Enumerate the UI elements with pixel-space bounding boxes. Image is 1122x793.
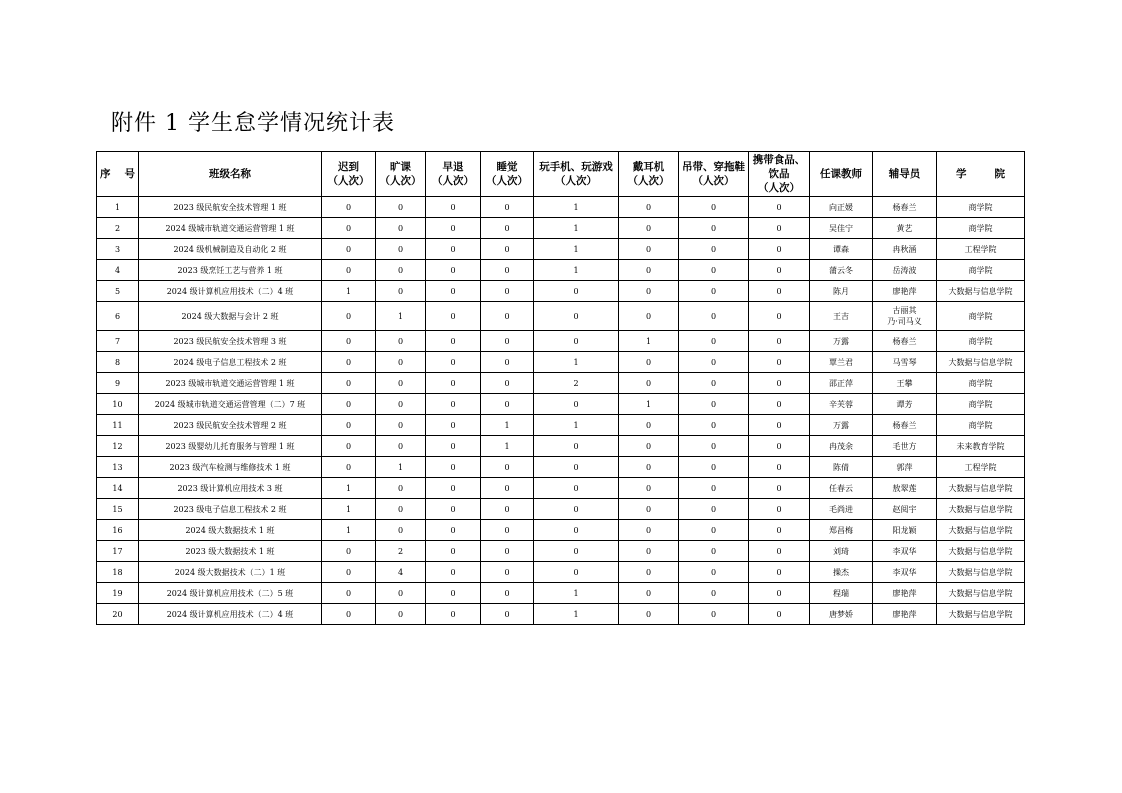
cell-college: 大数据与信息学院 [937, 352, 1025, 373]
page-title: 附件 1 学生怠学情况统计表 [111, 111, 395, 136]
cell-sleep: 1 [481, 415, 534, 436]
cell-late: 0 [322, 436, 376, 457]
cell-sleep: 0 [481, 604, 534, 625]
cell-college: 商学院 [937, 302, 1025, 331]
cell-early: 0 [426, 478, 481, 499]
cell-teacher: 陈倩 [810, 457, 873, 478]
cell-food: 0 [749, 373, 810, 394]
cell-early: 0 [426, 457, 481, 478]
cell-sleep: 0 [481, 541, 534, 562]
table-row [97, 373, 1025, 394]
table-row [97, 281, 1025, 302]
cell-sleep: 0 [481, 499, 534, 520]
cell-early: 0 [426, 302, 481, 331]
cell-phone: 0 [534, 541, 619, 562]
cell-teacher: 万露 [810, 415, 873, 436]
cell-earphone: 0 [619, 197, 679, 218]
cell-earphone: 0 [619, 562, 679, 583]
cell-phone: 0 [534, 281, 619, 302]
cell-class: 2024 级大数据技术（二）1 班 [139, 562, 322, 583]
cell-early: 0 [426, 260, 481, 281]
cell-sleep: 0 [481, 197, 534, 218]
cell-counselor: 毛世方 [873, 436, 937, 457]
cell-earphone: 0 [619, 281, 679, 302]
cell-food: 0 [749, 352, 810, 373]
cell-counselor: 赵阅宇 [873, 499, 937, 520]
cell-teacher: 辛芙蓉 [810, 394, 873, 415]
cell-phone: 1 [534, 239, 619, 260]
cell-class: 2023 级民航安全技术管理 1 班 [139, 197, 322, 218]
cell-food: 0 [749, 562, 810, 583]
cell-dress: 0 [679, 239, 749, 260]
cell-food: 0 [749, 415, 810, 436]
header-absent: 旷课 （人次） [376, 152, 426, 197]
cell-teacher: 覃兰君 [810, 352, 873, 373]
cell-teacher: 吴佳宁 [810, 218, 873, 239]
cell-seq: 2 [97, 218, 139, 239]
cell-sleep: 0 [481, 260, 534, 281]
cell-sleep: 0 [481, 373, 534, 394]
cell-absent: 0 [376, 604, 426, 625]
cell-absent: 0 [376, 415, 426, 436]
cell-seq: 8 [97, 352, 139, 373]
cell-food: 0 [749, 394, 810, 415]
cell-late: 0 [322, 394, 376, 415]
cell-absent: 1 [376, 457, 426, 478]
cell-food: 0 [749, 583, 810, 604]
cell-seq: 4 [97, 260, 139, 281]
table-row [97, 436, 1025, 457]
cell-seq: 9 [97, 373, 139, 394]
cell-counselor [873, 302, 937, 331]
cell-late: 0 [322, 218, 376, 239]
cell-absent: 0 [376, 436, 426, 457]
cell-food: 0 [749, 499, 810, 520]
cell-food: 0 [749, 331, 810, 352]
cell-late: 1 [322, 281, 376, 302]
cell-food: 0 [749, 239, 810, 260]
cell-counselor: 岳涛波 [873, 260, 937, 281]
header-seq: 序 号 [97, 152, 139, 197]
cell-late: 0 [322, 331, 376, 352]
cell-dress: 0 [679, 562, 749, 583]
cell-sleep: 0 [481, 457, 534, 478]
cell-late: 0 [322, 302, 376, 331]
cell-college: 商学院 [937, 260, 1025, 281]
cell-early: 0 [426, 218, 481, 239]
cell-phone: 1 [534, 415, 619, 436]
cell-teacher: 向正媛 [810, 197, 873, 218]
cell-phone: 0 [534, 520, 619, 541]
cell-phone: 1 [534, 218, 619, 239]
cell-seq: 1 [97, 197, 139, 218]
cell-teacher: 刘琦 [810, 541, 873, 562]
cell-dress: 0 [679, 197, 749, 218]
table-row [97, 331, 1025, 352]
cell-earphone: 0 [619, 457, 679, 478]
cell-sleep: 1 [481, 436, 534, 457]
cell-late: 0 [322, 583, 376, 604]
cell-college: 工程学院 [937, 239, 1025, 260]
cell-class: 2024 级计算机应用技术（二）4 班 [139, 281, 322, 302]
header-college: 学 院 [937, 152, 1025, 197]
cell-counselor-line: 乃·司马义 [887, 317, 922, 326]
cell-counselor: 敖翠莲 [873, 478, 937, 499]
table-row [97, 520, 1025, 541]
cell-seq: 15 [97, 499, 139, 520]
cell-earphone: 0 [619, 583, 679, 604]
cell-class: 2024 级机械制造及自动化 2 班 [139, 239, 322, 260]
cell-counselor: 黄艺 [873, 218, 937, 239]
cell-late: 0 [322, 562, 376, 583]
cell-absent: 0 [376, 281, 426, 302]
cell-seq: 16 [97, 520, 139, 541]
cell-sleep: 0 [481, 562, 534, 583]
cell-absent: 0 [376, 478, 426, 499]
cell-absent: 0 [376, 394, 426, 415]
cell-counselor: 廖艳萍 [873, 281, 937, 302]
cell-phone: 1 [534, 260, 619, 281]
cell-seq: 7 [97, 331, 139, 352]
cell-dress: 0 [679, 302, 749, 331]
cell-class: 2023 级民航安全技术管理 2 班 [139, 415, 322, 436]
cell-counselor: 杨春兰 [873, 197, 937, 218]
cell-earphone: 0 [619, 415, 679, 436]
cell-early: 0 [426, 499, 481, 520]
header-sleep: 睡觉 （人次） [481, 152, 534, 197]
table-row [97, 239, 1025, 260]
cell-late: 1 [322, 478, 376, 499]
table-row [97, 478, 1025, 499]
cell-phone: 1 [534, 197, 619, 218]
cell-teacher: 任春云 [810, 478, 873, 499]
cell-absent: 0 [376, 331, 426, 352]
cell-absent: 0 [376, 373, 426, 394]
cell-phone: 0 [534, 331, 619, 352]
cell-dress: 0 [679, 520, 749, 541]
cell-earphone: 0 [619, 260, 679, 281]
cell-teacher: 谭森 [810, 239, 873, 260]
cell-food: 0 [749, 218, 810, 239]
header-food: 携带食品、 饮品 （人次） [749, 152, 810, 197]
cell-food: 0 [749, 478, 810, 499]
cell-food: 0 [749, 436, 810, 457]
cell-absent: 0 [376, 499, 426, 520]
header-phone: 玩手机、玩游戏 （人次） [534, 152, 619, 197]
cell-counselor: 杨春兰 [873, 331, 937, 352]
cell-phone: 0 [534, 302, 619, 331]
cell-college: 大数据与信息学院 [937, 281, 1025, 302]
table-row [97, 541, 1025, 562]
cell-late: 0 [322, 604, 376, 625]
table-row [97, 562, 1025, 583]
cell-absent: 4 [376, 562, 426, 583]
cell-counselor: 李双华 [873, 541, 937, 562]
cell-class: 2023 级烹饪工艺与营养 1 班 [139, 260, 322, 281]
cell-class: 2023 级计算机应用技术 3 班 [139, 478, 322, 499]
cell-college: 大数据与信息学院 [937, 604, 1025, 625]
cell-seq: 5 [97, 281, 139, 302]
cell-early: 0 [426, 281, 481, 302]
cell-food: 0 [749, 281, 810, 302]
cell-counselor: 郭萍 [873, 457, 937, 478]
cell-seq: 10 [97, 394, 139, 415]
cell-earphone: 1 [619, 394, 679, 415]
cell-sleep: 0 [481, 218, 534, 239]
cell-absent: 0 [376, 352, 426, 373]
cell-class: 2024 级大数据技术 1 班 [139, 520, 322, 541]
cell-dress: 0 [679, 260, 749, 281]
cell-sleep: 0 [481, 302, 534, 331]
cell-seq: 14 [97, 478, 139, 499]
cell-class: 2024 级计算机应用技术（二）4 班 [139, 604, 322, 625]
cell-sleep: 0 [481, 281, 534, 302]
cell-earphone: 0 [619, 604, 679, 625]
cell-early: 0 [426, 373, 481, 394]
cell-seq: 3 [97, 239, 139, 260]
cell-food: 0 [749, 197, 810, 218]
cell-late: 0 [322, 541, 376, 562]
cell-dress: 0 [679, 583, 749, 604]
table-row [97, 260, 1025, 281]
cell-college: 未来教育学院 [937, 436, 1025, 457]
cell-earphone: 0 [619, 373, 679, 394]
cell-sleep: 0 [481, 352, 534, 373]
cell-college: 大数据与信息学院 [937, 541, 1025, 562]
cell-dress: 0 [679, 218, 749, 239]
cell-early: 0 [426, 520, 481, 541]
cell-dress: 0 [679, 415, 749, 436]
cell-sleep: 0 [481, 520, 534, 541]
cell-counselor-line: 古丽其 [892, 306, 917, 315]
cell-counselor: 李双华 [873, 562, 937, 583]
cell-college: 工程学院 [937, 457, 1025, 478]
cell-late: 0 [322, 239, 376, 260]
cell-earphone: 0 [619, 436, 679, 457]
cell-phone: 0 [534, 394, 619, 415]
cell-teacher: 邵正萍 [810, 373, 873, 394]
cell-seq: 13 [97, 457, 139, 478]
cell-sleep: 0 [481, 331, 534, 352]
cell-seq: 6 [97, 302, 139, 331]
table-row [97, 415, 1025, 436]
cell-earphone: 0 [619, 302, 679, 331]
header-class: 班级名称 [139, 152, 322, 197]
cell-college: 大数据与信息学院 [937, 499, 1025, 520]
cell-phone: 1 [534, 352, 619, 373]
cell-phone: 2 [534, 373, 619, 394]
cell-food: 0 [749, 302, 810, 331]
table-row [97, 197, 1025, 218]
cell-earphone: 1 [619, 331, 679, 352]
cell-early: 0 [426, 436, 481, 457]
cell-dress: 0 [679, 499, 749, 520]
cell-college: 大数据与信息学院 [937, 583, 1025, 604]
cell-phone: 0 [534, 457, 619, 478]
cell-food: 0 [749, 520, 810, 541]
cell-absent: 2 [376, 541, 426, 562]
cell-dress: 0 [679, 457, 749, 478]
cell-class: 2023 级汽车检测与维修技术 1 班 [139, 457, 322, 478]
cell-early: 0 [426, 352, 481, 373]
cell-sleep: 0 [481, 583, 534, 604]
cell-early: 0 [426, 415, 481, 436]
header-teacher: 任课教师 [810, 152, 873, 197]
cell-class: 2023 级城市轨道交通运营管理 1 班 [139, 373, 322, 394]
table-row [97, 218, 1025, 239]
cell-phone: 0 [534, 499, 619, 520]
cell-earphone: 0 [619, 541, 679, 562]
cell-seq: 19 [97, 583, 139, 604]
cell-absent: 0 [376, 197, 426, 218]
cell-college: 商学院 [937, 394, 1025, 415]
cell-counselor: 阳龙颖 [873, 520, 937, 541]
cell-college: 大数据与信息学院 [937, 520, 1025, 541]
cell-class: 2024 级城市轨道交通运营管理 1 班 [139, 218, 322, 239]
header-early: 早退 （人次） [426, 152, 481, 197]
header-counselor: 辅导员 [873, 152, 937, 197]
cell-early: 0 [426, 331, 481, 352]
cell-phone: 0 [534, 478, 619, 499]
cell-seq: 17 [97, 541, 139, 562]
table-row [97, 583, 1025, 604]
cell-teacher: 程瑞 [810, 583, 873, 604]
cell-college: 商学院 [937, 197, 1025, 218]
cell-sleep: 0 [481, 394, 534, 415]
cell-class: 2024 级城市轨道交通运营管理（二）7 班 [139, 394, 322, 415]
header-earphone: 戴耳机 （人次） [619, 152, 679, 197]
header-late: 迟到 （人次） [322, 152, 376, 197]
cell-teacher: 万露 [810, 331, 873, 352]
cell-class: 2023 级电子信息工程技术 2 班 [139, 499, 322, 520]
cell-dress: 0 [679, 394, 749, 415]
cell-sleep: 0 [481, 478, 534, 499]
cell-food: 0 [749, 457, 810, 478]
cell-seq: 18 [97, 562, 139, 583]
cell-counselor: 马雪琴 [873, 352, 937, 373]
statistics-table [96, 151, 1025, 625]
cell-early: 0 [426, 562, 481, 583]
cell-early: 0 [426, 394, 481, 415]
cell-early: 0 [426, 197, 481, 218]
cell-college: 商学院 [937, 415, 1025, 436]
cell-absent: 0 [376, 239, 426, 260]
cell-late: 0 [322, 415, 376, 436]
table-row [97, 457, 1025, 478]
cell-dress: 0 [679, 604, 749, 625]
cell-late: 1 [322, 520, 376, 541]
table-row [97, 302, 1025, 331]
cell-late: 0 [322, 260, 376, 281]
cell-absent: 0 [376, 218, 426, 239]
cell-seq: 11 [97, 415, 139, 436]
cell-class: 2023 级婴幼儿托育服务与管理 1 班 [139, 436, 322, 457]
cell-college: 商学院 [937, 373, 1025, 394]
cell-phone: 1 [534, 604, 619, 625]
cell-class: 2024 级计算机应用技术（二）5 班 [139, 583, 322, 604]
cell-class: 2023 级大数据技术 1 班 [139, 541, 322, 562]
table-row [97, 499, 1025, 520]
cell-teacher: 冉茂余 [810, 436, 873, 457]
cell-earphone: 0 [619, 352, 679, 373]
cell-counselor: 谭芳 [873, 394, 937, 415]
cell-earphone: 0 [619, 478, 679, 499]
cell-late: 0 [322, 373, 376, 394]
cell-dress: 0 [679, 436, 749, 457]
cell-absent: 0 [376, 260, 426, 281]
cell-counselor: 廖艳萍 [873, 583, 937, 604]
cell-sleep: 0 [481, 239, 534, 260]
cell-dress: 0 [679, 352, 749, 373]
cell-phone: 0 [534, 562, 619, 583]
cell-counselor: 杨春兰 [873, 415, 937, 436]
cell-college: 商学院 [937, 218, 1025, 239]
cell-absent: 0 [376, 583, 426, 604]
cell-class: 2024 级电子信息工程技术 2 班 [139, 352, 322, 373]
cell-class: 2024 级大数据与会计 2 班 [139, 302, 322, 331]
table-row [97, 352, 1025, 373]
header-dress: 吊带、穿拖鞋 （人次） [679, 152, 749, 197]
cell-early: 0 [426, 604, 481, 625]
cell-dress: 0 [679, 541, 749, 562]
cell-teacher: 郑昌梅 [810, 520, 873, 541]
cell-dress: 0 [679, 478, 749, 499]
cell-earphone: 0 [619, 218, 679, 239]
cell-food: 0 [749, 604, 810, 625]
cell-phone: 1 [534, 583, 619, 604]
cell-earphone: 0 [619, 239, 679, 260]
cell-late: 0 [322, 197, 376, 218]
cell-phone: 0 [534, 436, 619, 457]
cell-food: 0 [749, 541, 810, 562]
cell-college: 商学院 [937, 331, 1025, 352]
cell-dress: 0 [679, 281, 749, 302]
cell-teacher: 陈月 [810, 281, 873, 302]
cell-absent: 1 [376, 302, 426, 331]
header-row [97, 152, 1025, 197]
table-row [97, 604, 1025, 625]
cell-late: 1 [322, 499, 376, 520]
cell-counselor: 廖艳萍 [873, 604, 937, 625]
cell-teacher: 操杰 [810, 562, 873, 583]
cell-teacher: 唐梦娇 [810, 604, 873, 625]
cell-counselor: 冉秋涵 [873, 239, 937, 260]
cell-earphone: 0 [619, 520, 679, 541]
cell-teacher: 毛尚进 [810, 499, 873, 520]
cell-college: 大数据与信息学院 [937, 478, 1025, 499]
cell-dress: 0 [679, 331, 749, 352]
cell-dress: 0 [679, 373, 749, 394]
table-body [97, 197, 1025, 625]
cell-absent: 0 [376, 520, 426, 541]
cell-counselor: 王攀 [873, 373, 937, 394]
table-row [97, 394, 1025, 415]
cell-early: 0 [426, 239, 481, 260]
cell-teacher: 王吉 [810, 302, 873, 331]
cell-early: 0 [426, 583, 481, 604]
cell-earphone: 0 [619, 499, 679, 520]
cell-teacher: 蒲云冬 [810, 260, 873, 281]
cell-class: 2023 级民航安全技术管理 3 班 [139, 331, 322, 352]
cell-seq: 20 [97, 604, 139, 625]
cell-college: 大数据与信息学院 [937, 562, 1025, 583]
cell-early: 0 [426, 541, 481, 562]
cell-seq: 12 [97, 436, 139, 457]
cell-late: 0 [322, 457, 376, 478]
cell-late: 0 [322, 352, 376, 373]
cell-food: 0 [749, 260, 810, 281]
